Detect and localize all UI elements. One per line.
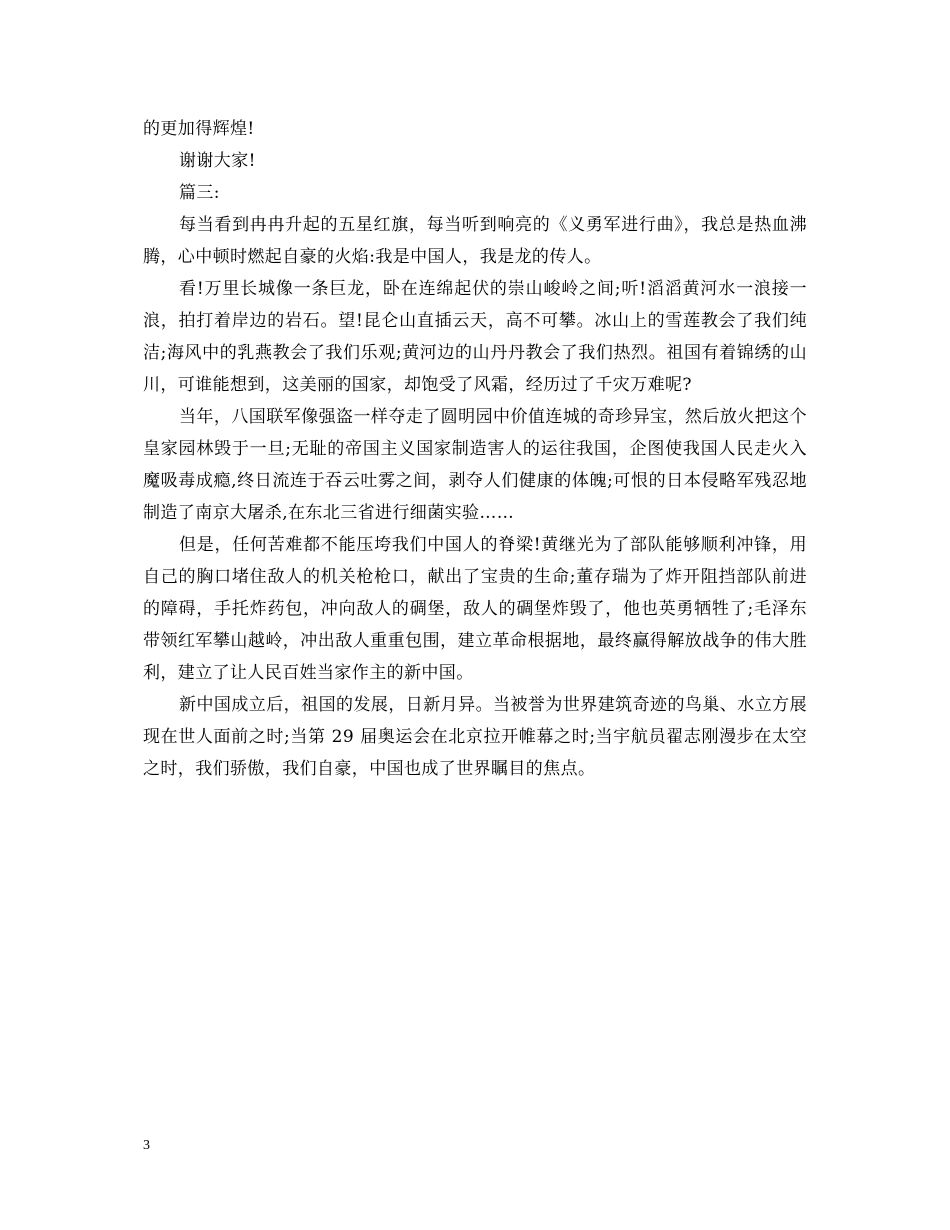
paragraph-continuation: 的更加得辉煌!	[143, 119, 255, 139]
paragraph: 但是，任何苦难都不能压垮我们中国人的脊梁!黄继光为了部队能够顺利冲锋，用自己的胸口堵住敌人的机关枪枪口，献出了宝贵的生命;董存瑞为了炸开阻挡部队前进的障碍，手托炸药包，冲向敌人的碉堡，敌人的碉堡炸毁了，他也英勇牺牲了;毛泽东带领红军攀山越岭，冲出敌人重重包围，建立革命根据地，最终赢得解放战争的伟大胜利，建立了让人民百姓当家作主的新中国。	[143, 535, 807, 683]
document-body	[143, 113, 807, 785]
paragraph: 当年，八国联军像强盗一样夺走了圆明园中价值连城的奇珍异宝，然后放火把这个皇家园林毁于一旦;无耻的帝国主义国家制造害人的运往我国，企图使我国人民走火入魔吸毒成瘾,终日流连于吞云吐雾之间，剥夺人们健康的体魄;可恨的日本侵略军残忍地制造了南京大屠杀,在东北三省进行细菌实验……	[143, 407, 807, 523]
section-heading: 篇三:	[179, 183, 220, 203]
page-number: 3	[143, 1138, 150, 1153]
paragraph: 每当看到冉冉升起的五星红旗，每当听到响亮的《义勇军进行曲》，我总是热血沸腾，心中顿时燃起自豪的火焰:我是中国人，我是龙的传人。	[143, 215, 807, 267]
paragraph-thanks: 谢谢大家!	[179, 151, 256, 171]
paragraph: 新中国成立后，祖国的发展，日新月异。当被誉为世界建筑奇迹的鸟巢、水立方展现在世人面前之时;当第 29 届奥运会在北京拉开帷幕之时;当宇航员翟志刚漫步在太空之时，我们骄傲，我们自豪，中国也成了世界瞩目的焦点。	[143, 695, 807, 779]
paragraph: 看!万里长城像一条巨龙，卧在连绵起伏的崇山峻岭之间;听!滔滔黄河水一浪接一浪，拍打着岸边的岩石。望!昆仑山直插云天，高不可攀。冰山上的雪莲教会了我们纯洁;海风中的乳燕教会了我们乐观;黄河边的山丹丹教会了我们热烈。祖国有着锦绣的山川，可谁能想到，这美丽的国家，却饱受了风霜，经历过了千灾万难呢?	[143, 279, 807, 395]
